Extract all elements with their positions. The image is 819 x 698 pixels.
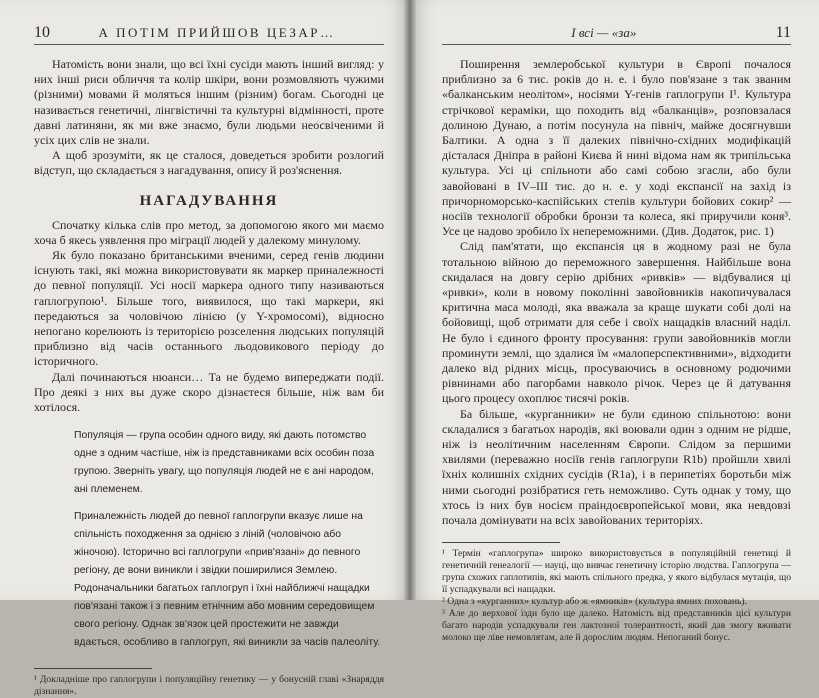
right-running-head	[442, 24, 791, 45]
footnote: ¹ Термін «гаплогрупа» широко використовується в популяційній генетиці й генетичній генеалогії — науці, що вивчає генетичну історію людства. Гаплогрупа — група схожих гаплотипів, які мають спільного предка, у якого відбулася мутація, що її успадкували всі нащадки.	[442, 548, 791, 596]
paragraph: Як було показано британськими вченими, серед генів людини існують такі, які можна використовувати як маркер приналежності до певної популяції. Усі носії маркера одного типу називаються гаплогрупою¹. Більше того, виявилося, що такі маркери, які передаються за чоловічою лінією (у Y-хромосомі), відносно непогано корелюють із територією розселення людських популяцій приблизно від часів останнього льодовикового періоду до історичного.	[34, 248, 384, 369]
definition-box	[74, 427, 384, 652]
definition-paragraph: Приналежність людей до певної гаплогрупи вказує лише на спільність походження за однією з ліній (чоловічою або жіночою). Історично всі гаплогрупи «прив'язані» до певного регіону, де вони виникли і звідки поширилися Землею. Родоначальники багатьох гаплогруп і їхні найближчі нащадки пов'язані також і з певним етнічним або мовним середовищем свого регіону. Однак зв'язок цей простежити не завжди вдається, особливо в гаплогруп, які виникли за часів палеоліту.	[74, 511, 381, 649]
paragraph: Ба більше, «курганники» не були єдиною спільнотою: вони складалися з багатьох народів, які воювали один з одним не рідше, ніж із неолітичним населенням Європи. Слідом за першими хвилями (переважно носіїв генів гаплогрупи R1b) пройшли хвилі їхніх колишніх східних сусідів (R1a), і в перипетіях боротьби між ними сьогодні розібратися геть неможливо. Суть однак у тому, що хтось із них був носієм праіндоєвропейської мови, яка невдовзі почала домінувати на всіх завойованих територіях.	[442, 406, 791, 528]
left-running-head	[34, 24, 384, 45]
page-number: 11	[775, 24, 791, 41]
footnote-divider	[442, 542, 560, 543]
paragraph: Спочатку кілька слів про метод, за допомогою якого ми маємо хоча б якесь уявлення про міграції людей у далекому минулому.	[34, 217, 384, 247]
paragraph: Поширення землеробської культури в Європі почалося приблизно за 6 тис. років до н. е. і було пов'язане з так званим «балканським неолітом», носіями Y-генів гаплогрупи I¹. Культура стрічкової кераміки, що походить від «балканців», розповзалася долиною Дунаю, а потім посунула на північ, майже досягнувши Балтики. А одна з її далеких північно-східних модифікацій дісталася Дніпра в районі Києва й нині відома нам як трипільська культура. Усі ці спільноти або самі собою згасли, або були завойовані в IV–III тис. до н. е. у ході експансії на захід із причорноморсько-каспійських степів культури бойових сокир² — носіїв технології обробки бронзи та колеса, які приручили коня³. Усе це надово зробило їх непереможними. (Див. Додаток, рис. 1)	[442, 57, 791, 239]
paragraph: А щоб зрозуміти, як це сталося, доведеться зробити розлогий відступ, що складається з нагадування, опису й роз'яснення.	[34, 148, 384, 178]
definition-paragraph: Популяція — група особин одного виду, які дають потомство одне з одним частіше, ніж із представниками всіх особин поза групою. Зверніть увагу, що популяція людей не є ані народом, ані племенем.	[74, 430, 375, 496]
section-heading: НАГАДУВАННЯ	[139, 192, 279, 209]
footnote: ³ Але до верхової їзди було ще далеко. Натомість від представників цієї культури багато народів успадкували ген лактозної толерантності, який дав змогу вживати молоко ще ліве немовлятам, але й дорослим людям. Непоганий бонус.	[442, 608, 791, 644]
paragraph: Далі починаються нюанси… Та не будемо випереджати події. Про деякі з них вы дуже скоро дізнаєтеся більше, ніж вам би хотілося.	[34, 369, 384, 415]
book-gutter	[404, 0, 416, 600]
running-title: А ПОТІМ ПРИЙШОВ ЦЕЗАР…	[98, 25, 336, 40]
paragraph: Слід пам'ятати, що експансія ця в жодному разі не була тотальною війною до переможного завершення. Найбільше вона скидалася на довгу серію дрібних «ривків» — відбувалися ці «ривки», коли в новому поколінні завойовників накопичувалася критична маса молоді, яка вважала за краще шукати собі долі на бойовищі, щоб отримати для себе і своїх нащадків власний наділ. Не було і єдиного фронту просування: групи завойовників могли проминути землі, що здалися їм «малоперспективними», відходити далеко від рідних місць, просуваючись в основному родючими рівнинами або пагорбами навколо річок. Через це й датування цього процесу охоплює тисячі років.	[442, 239, 791, 406]
right-page	[410, 0, 819, 644]
page-number: 10	[34, 24, 50, 41]
footnote: ¹ Докладніше про гаплогрупи і популяційну генетику — у бонусній главі «Знаряддя дізнання».	[34, 674, 384, 698]
paragraph: Натомість вони знали, що всі їхні сусіди мають інший вигляд: у них інші риси обличчя та колір шкіри, вони розмовляють чужими (різними) мовами й моляться іншим (різним) богам. Сьогодні це називається генетичні, лінгвістичні та культурні відмінності, проте давні латиняни, як ми вже знаємо, були людьми неосвіченими й усіх цих слів не знали.	[34, 57, 384, 148]
footnote: ² Одна з «курганних» культур або ж «ямників» (культура ямних поховань).	[442, 596, 747, 608]
footnote-divider	[34, 668, 152, 669]
running-title: І всі — «за»	[571, 25, 637, 40]
